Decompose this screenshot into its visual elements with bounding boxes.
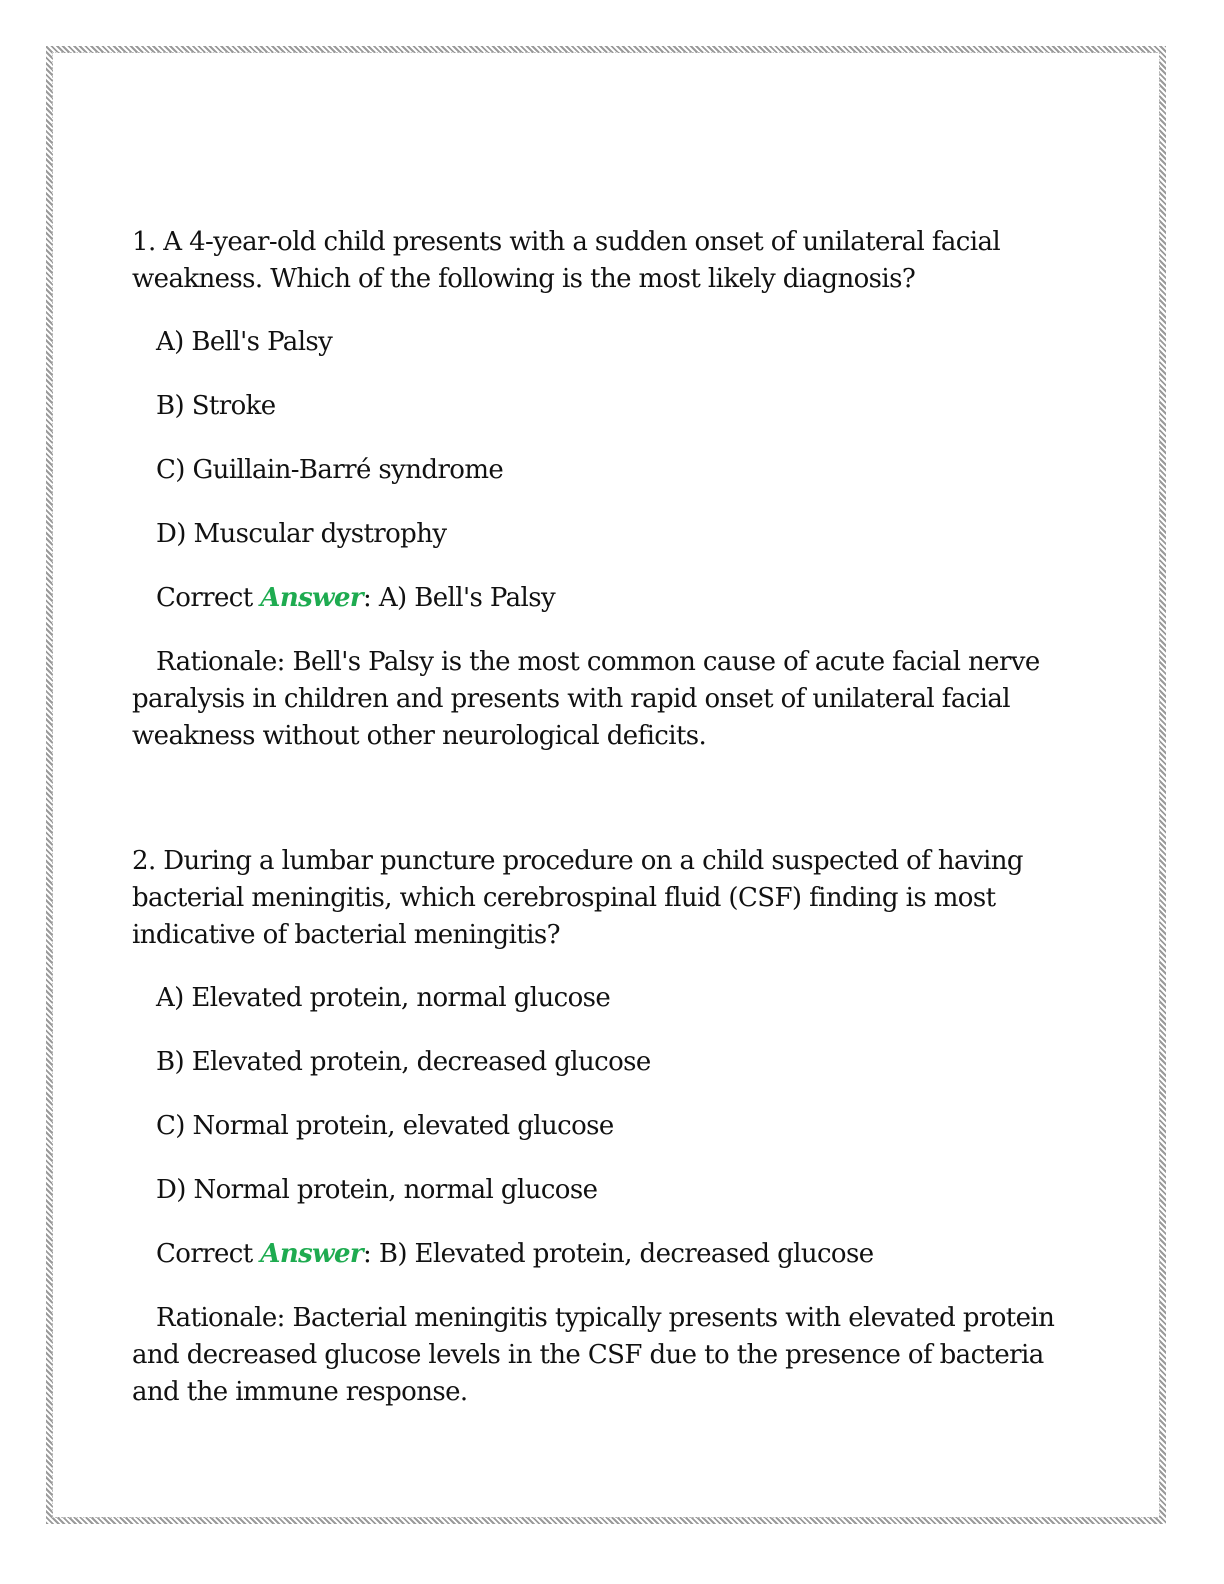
question-1-option-a: A) Bell's Palsy [156,327,333,357]
question-1-option-b: B) Stroke [156,391,276,421]
question-2-correct-answer [156,1236,874,1273]
question-1-rationale: Rationale: Bell's Palsy is the most common cause of acute facial nerve paralysis in children and presents with rapid onset of unilateral facial weakness without other neurological deficits. [132,647,1040,751]
question-2-option-a: A) Elevated protein, normal glucose [156,983,611,1013]
question-1-stem: 1. A 4-year-old child presents with a sudden onset of unilateral facial weakness. Which of the following is the most likely diagnosis? [132,227,1001,294]
answer-word: Answer [260,1239,364,1269]
correct-prefix: Correct [156,583,261,613]
question-2-option-c: C) Normal protein, elevated glucose [156,1111,614,1141]
answer-word: Answer [260,583,364,613]
question-1-option-d: D) Muscular dystrophy [156,519,447,549]
question-2-stem: 2. During a lumbar puncture procedure on a child suspected of having bacterial meningitis, which cerebrospinal fluid (CSF) finding is most indicative of bacterial meningitis? [132,846,1023,950]
correct-prefix: Correct [156,1239,261,1269]
question-2-option-d: D) Normal protein, normal glucose [156,1175,598,1205]
question-1-option-c: C) Guillain-Barré syndrome [156,455,504,485]
question-2-option-b: B) Elevated protein, decreased glucose [156,1047,651,1077]
question-2-rationale: Rationale: Bacterial meningitis typically presents with elevated protein and decreased glucose levels in the CSF due to the presence of bacteria and the immune response. [132,1303,1055,1407]
correct-answer-value: : A) Bell's Palsy [363,583,556,613]
correct-answer-value: : B) Elevated protein, decreased glucose [363,1239,874,1269]
question-1-correct-answer [156,580,555,617]
